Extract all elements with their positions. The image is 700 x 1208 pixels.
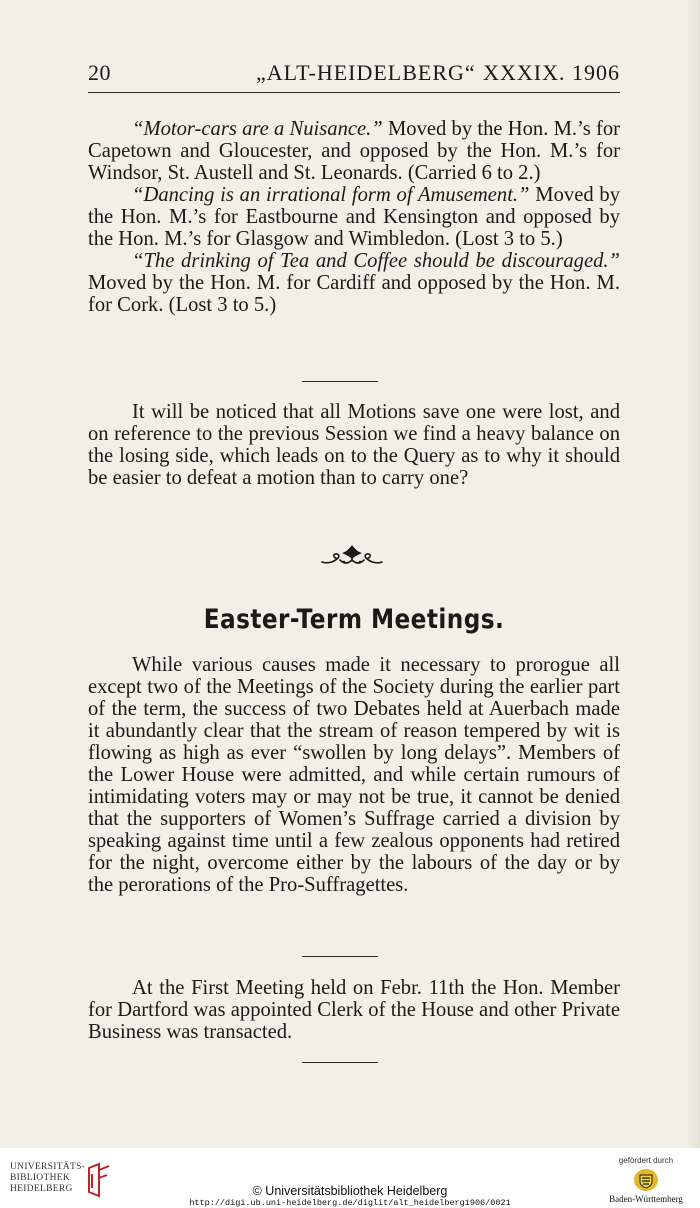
library-name-line: UNIVERSITÄTS- [10, 1162, 86, 1172]
section-divider [302, 381, 378, 382]
motion-paragraph [88, 184, 620, 250]
funded-label: gefördert durch [618, 1156, 674, 1165]
digitization-footer [0, 1148, 700, 1207]
section-divider [302, 1062, 378, 1063]
motion-text: Moved by the Hon. M.’s for Eastbourne and Kensington and opposed by the Hon. M.’s for Glasgow and Wimbledon. (Lost 3 to 5.) [88, 184, 620, 250]
notice-paragraph: It will be noticed that all Motions save one were lost, and on reference to the previous Session we find a heavy balance on the losing side, which leads on to the Query as to why it should be easier to defeat a motion than to carry one? [88, 401, 620, 489]
section-heading: Easter-Term Meetings. [203, 604, 505, 635]
volume-year: XXXIX. 1906 [483, 60, 620, 85]
first-meeting-paragraph: At the First Meeting held on Febr. 11th the Hon. Member for Dartford was appointed Clerk of the House and other Private Business was transacted. [88, 977, 620, 1043]
easter-paragraph: While various causes made it necessary to prorogue all except two of the Meetings of the Society during the earlier part of the term, the success of two Debates held at Auerbach made it abundantly clear that the stream of reason tempered by wit is flowing as high as ever “swollen by long delays”. Members of the Lower House were admitted, and while certain rumours of intimidating voters may or may not be true, it cannot be denied that the supporters of Women’s Suffrage carried a division by speaking against time until a few zealous opponents had retired for the night, overcome either by the labours of the day or by the perorations of the Pro-Suffragettes. [88, 654, 620, 896]
ornament-icon [318, 542, 386, 570]
motion-paragraph [88, 250, 620, 316]
easter-term-block [88, 654, 620, 896]
library-name-line: HEIDELBERG [10, 1184, 73, 1194]
journal-title: „ALT-HEIDELBERG“ [256, 60, 476, 85]
motions-list [88, 118, 620, 316]
copyright-notice: © Universitätsbibliothek Heidelberg [252, 1184, 448, 1198]
motion-paragraph [88, 118, 620, 184]
funder-name: Baden-Württemberg [609, 1194, 683, 1204]
library-name-line: BIBLIOTHEK [10, 1173, 70, 1183]
funding-badge [604, 1156, 688, 1204]
motion-title: “Motor-cars are a Nuisance.” [132, 118, 383, 140]
section-divider [302, 956, 378, 957]
motion-text: Moved by the Hon. M.’s for Capetown and Gloucester, and opposed by the Hon. M.’s for Windsor, St. Austell and St. Leonards. (Carried 6 to 2.) [88, 118, 620, 184]
motion-title: “The drinking of Tea and Coffee should be discouraged.” [132, 250, 620, 272]
source-link[interactable]: http://digi.ub.uni-heidelberg.de/diglit/alt_heidelberg1906/0021 [189, 1198, 511, 1208]
motion-text: Moved by the Hon. M. for Cardiff and opposed by the Hon. M. for Cork. (Lost 3 to 5.) [88, 272, 620, 316]
motion-title: “Dancing is an irrational form of Amusement.” [132, 184, 530, 206]
state-crest-icon [632, 1168, 660, 1192]
first-meeting-block [88, 977, 620, 1043]
header-rule [88, 92, 620, 93]
page-number: 20 [88, 60, 111, 85]
running-header [88, 60, 620, 90]
notice-block [88, 401, 620, 489]
